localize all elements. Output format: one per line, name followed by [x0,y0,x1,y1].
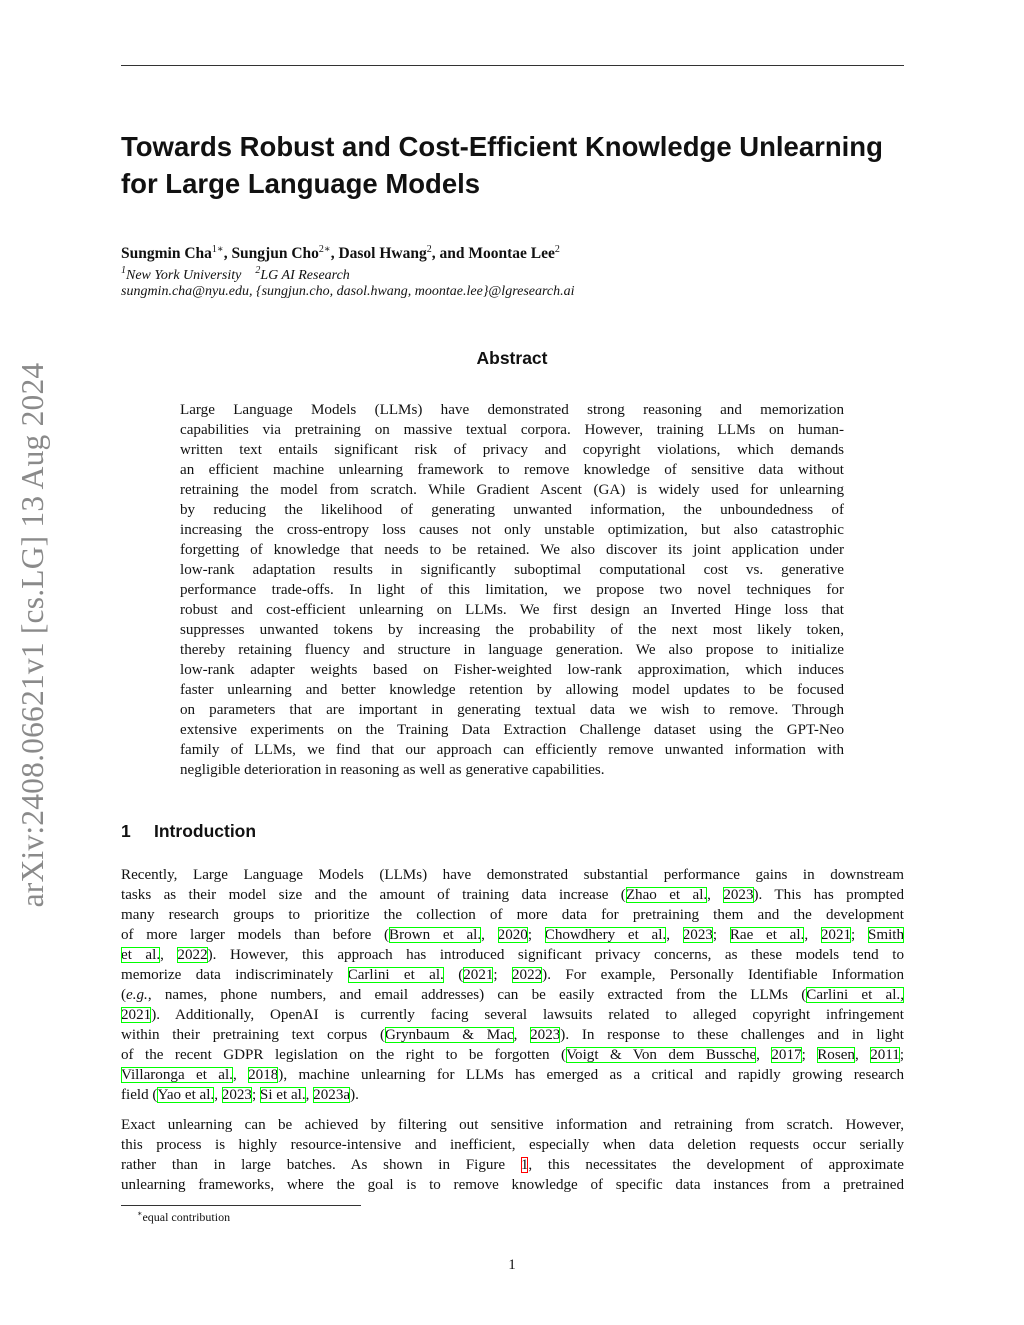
citation-link[interactable]: Carlini et al. [347,967,444,983]
abstract-line: an efficient machine unlearning framework to remove knowledge of sensitive data without [180,462,844,478]
citation-link[interactable]: Voigt & Von dem Bussche [566,1047,757,1063]
abstract-line: performance trade-offs. In light of this limitation, we propose two novel techniques for [180,582,844,598]
text-line: rather than in large batches. As shown in Figure 1, this necessitates the development of approximate [121,1157,904,1173]
author-list: Sungmin Cha$^{1∗}$, Sungjun Cho$^{2∗}$, Dasol Hwang$^2$, and Moontae Lee$^2$ [121,244,560,262]
citation-link[interactable]: 2018 [248,1067,279,1083]
affiliation: LG AI Research [260,268,350,283]
citation-link[interactable]: Chowdhery et al. [544,927,667,943]
figure-ref-link[interactable]: 1 [520,1157,529,1173]
text-line: 2021). Additionally, OpenAI is currently facing several lawsuits related to alleged copyright infringement [121,1007,904,1023]
abstract-line: faster unlearning and better knowledge retention by allowing model updates to be focused [180,682,844,698]
footnote [137,1209,230,1225]
affiliation: New York University [126,268,242,283]
citation-link[interactable]: Grynbaum & Mac [385,1027,514,1043]
text-line: tasks as their model size and the amount of training data increase (Zhao et al., 2023). This has prompted [121,887,904,903]
text-line: many research groups to prioritize the collection of more data for pretraining them and the development [121,907,904,923]
abstract-line: robust and cost-efficient unlearning on LLMs. We first design an Inverted Hinge loss that [180,602,844,618]
citation-link[interactable]: 2021 [121,1007,152,1023]
citation-link[interactable]: et al. [121,947,161,963]
citation-link[interactable]: Si et al. [259,1087,306,1103]
section-title: Introduction [154,821,257,841]
abstract-line: negligible deterioration in reasoning as well as generative capabilities. [180,762,605,778]
abstract-line: Large Language Models (LLMs) have demonstrated strong reasoning and memorization [180,402,844,418]
intro-paragraph [121,865,904,1105]
abstract-heading: Abstract [476,348,548,368]
citation-link[interactable]: 2023a [313,1087,351,1103]
text-line: unlearning frameworks, where the goal is to remove knowledge of specific data instances from a pretrained [121,1177,904,1193]
citation-link[interactable]: Yao et al. [157,1087,215,1103]
footnote-text: equal contribution [142,1210,231,1224]
text-line: Recently, Large Language Models (LLMs) have demonstrated substantial performance gains in downstream [121,867,904,883]
citation-link[interactable]: 2023 [682,927,713,943]
author-name: Dasol Hwang [338,245,427,262]
footnote-mark: ∗ [137,1209,143,1218]
text-line: memorize data indiscriminately Carlini et al. (2021; 2022). For example, Personally Identifiable Information [121,967,904,983]
citation-link[interactable]: 2021 [463,967,494,983]
citation-link[interactable]: 2011 [870,1047,900,1063]
affil-mark: 2 [255,265,261,276]
citation-link[interactable]: 2023 [221,1087,252,1103]
text-line: of more larger models than before (Brown et al., 2020; Chowdhery et al., 2023; Rae et al., 2021; Smith [121,927,905,943]
abstract-line: capabilities via pretraining on massive textual corpora. However, training LLMs on human- [180,422,844,438]
author-name: Moontae Lee [468,245,555,262]
page-number: 1 [508,1257,516,1273]
abstract-line: forgetting of knowledge that needs to be retained. We also discover its joint application under [180,542,844,558]
author-affil-mark: 1∗ [211,244,224,255]
text-line: of the recent GDPR legislation on the right to be forgotten (Voigt & Von dem Bussche, 2017; Rosen, 2011; [121,1047,905,1063]
text-line: (e.g., names, phone numbers, and email addresses) can be easily extracted from the LLMs (Carlini et al., [121,987,904,1003]
abstract-line: family of LLMs, we find that our approach can efficiently remove unwanted information with [180,742,844,758]
arxiv-identifier: arXiv:2408.06621v1 [cs.LG] 13 Aug 2024 [15,362,50,908]
text-line: et al., 2022). However, this approach has introduced significant privacy concerns, as these models tend to [121,947,904,963]
abstract-body [180,400,844,780]
citation-link[interactable]: Rosen [817,1047,855,1063]
citation-link[interactable]: 2022 [511,967,543,983]
paper-title [121,128,921,202]
author-emails: sungmin.cha@nyu.edu, {sungjun.cho, dasol.hwang, moontae.lee}@lgresearch.ai [121,284,575,299]
citation-link[interactable]: Zhao et al. [625,887,708,903]
abstract-line: low-rank adaptation results in significantly suboptimal computational cost vs. generative [180,562,844,578]
abstract-line: on parameters that are important in generating textual data we wish to remove. Through [180,702,844,718]
intro-paragraph [121,1115,904,1195]
citation-link[interactable]: Villaronga et al. [121,1067,233,1083]
abstract-line: retraining the model from scratch. While Gradient Ascent (GA) is widely used for unlearning [180,482,844,498]
text-line: Exact unlearning can be achieved by filtering out sensitive information and retraining from scratch. However, [121,1117,904,1133]
footnote-rule [121,1205,361,1206]
citation-link[interactable]: 2017 [771,1047,802,1063]
abstract-line: suppresses unwanted tokens by increasing the probability of the next most likely token, [180,622,844,638]
author-affil-mark: 2∗ [318,244,331,255]
text-line: field (Yao et al., 2023; Si et al., 2023a). [121,1087,359,1103]
author-name: Sungjun Cho [231,245,319,262]
author-name: Sungmin Cha [121,245,212,262]
affil-mark: 1 [121,265,126,276]
text-line: Villaronga et al., 2018), machine unlearning for LLMs has emerged as a critical and rapidly growing research [121,1067,905,1083]
abstract-line: increasing the cross-entropy loss causes not only unstable optimization, but also catastrophic [180,522,844,538]
title-line: Towards Robust and Cost-Efficient Knowledge Unlearning [121,131,883,162]
citation-link[interactable]: 2021 [820,927,852,943]
citation-link[interactable]: 2023 [723,887,754,903]
abstract-line: thereby retaining fluency and structure in language generation. We also propose to initialize [180,642,844,658]
citation-link[interactable]: Rae et al. [729,927,805,943]
abstract-line: extensive experiments on the Training Data Extraction Challenge dataset using the GPT-Neo [180,722,844,738]
citation-link[interactable]: Brown et al. [389,927,482,943]
text-line: within their pretraining text corpus (Grynbaum & Mac, 2023). In response to these challenges and in light [121,1027,904,1043]
citation-link[interactable]: Carlini et al., [806,987,904,1003]
citation-link[interactable]: 2020 [497,927,528,943]
text-line: this process is highly resource-intensive and inefficient, especially when data deletion requests occur serially [121,1137,904,1153]
citation-link[interactable]: Smith [867,927,905,943]
abstract-line: written text entails significant risk of privacy and copyright violations, which demands [180,442,844,458]
abstract-line: low-rank adapter weights based on Fisher-weighted low-rank approximation, which induces [180,662,844,678]
section-heading [121,821,256,842]
author-affil-mark: 2 [426,244,432,255]
citation-link[interactable]: 2022 [177,947,208,963]
affiliations [121,265,350,284]
section-number: 1 [121,821,131,841]
title-line: for Large Language Models [121,168,481,199]
author-affil-mark: 2 [554,244,560,255]
top-rule [121,65,904,66]
citation-link[interactable]: 2023 [530,1027,561,1043]
abstract-line: by reducing the likelihood of generating unwanted information, the unboundedness of [180,502,844,518]
